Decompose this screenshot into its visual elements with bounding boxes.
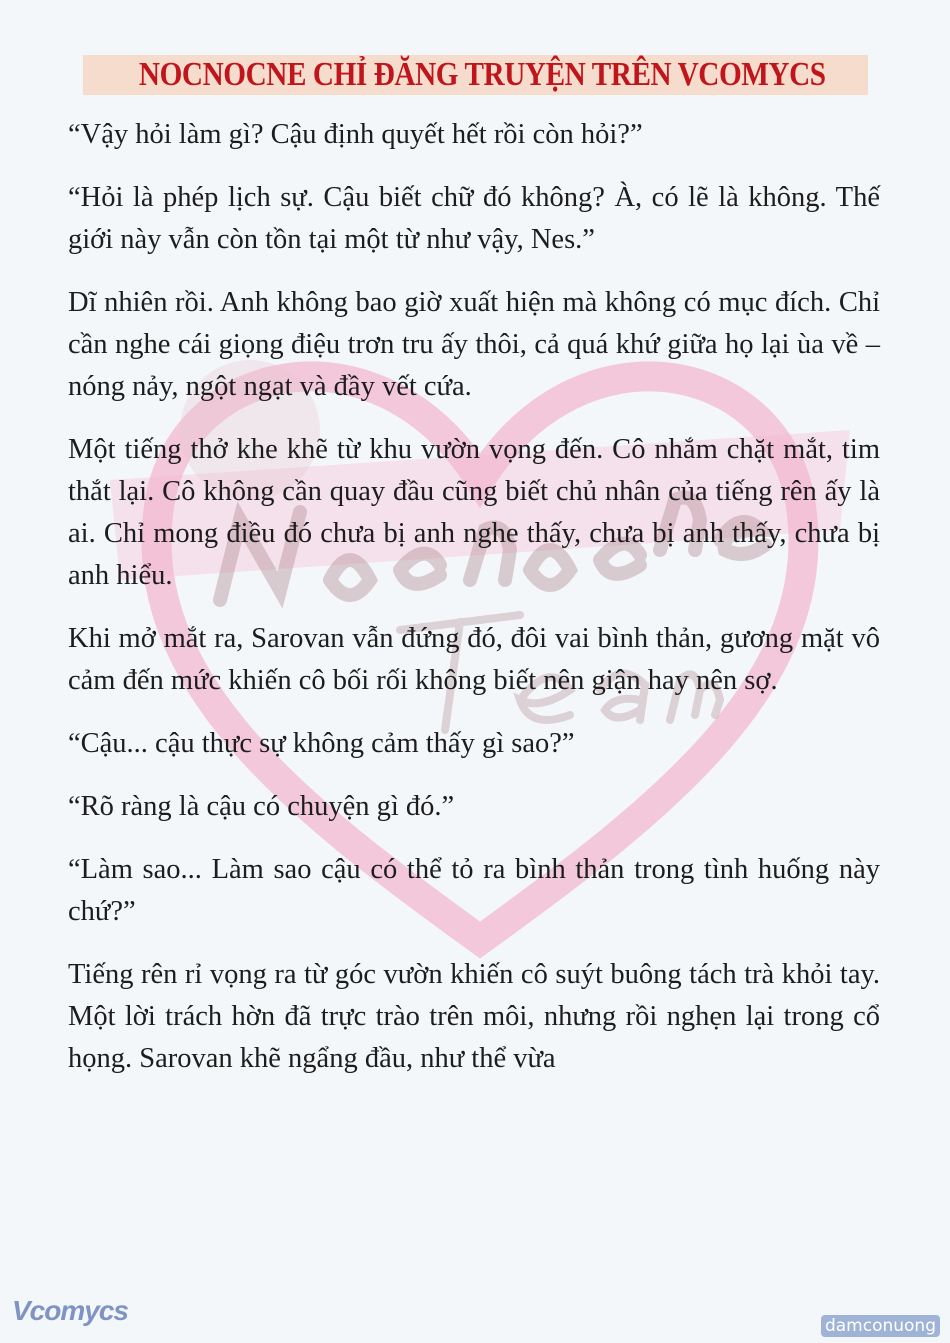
paragraph: Một tiếng thở khe khẽ từ khu vườn vọng đến. Cô nhắm chặt mắt, tim thắt lại. Cô không cần quay đầu cũng biết chủ nhân của tiếng rên ấy là ai. Chỉ mong điều đó chưa bị anh nghe thấy, chưa bị anh thấy, chưa bị anh hiểu. <box>68 434 880 591</box>
banner-title: NOCNOCNE CHỈ ĐĂNG TRUYỆN TRÊN VCOMYCS <box>138 56 826 93</box>
paragraph: Tiếng rên rỉ vọng ra từ góc vườn khiến cô suýt buông tách trà khỏi tay. Một lời trách hờn đã trực trào trên môi, nhưng rồi nghẹn lại trong cổ họng. Sarovan khẽ ngẩng đầu, như thể vừa <box>68 959 880 1074</box>
paragraph: Dĩ nhiên rồi. Anh không bao giờ xuất hiện mà không có mục đích. Chỉ cần nghe cái giọng điệu trơn tru ấy thôi, cả quá khứ giữa họ lại ùa về – nóng nảy, ngột ngạt và đầy vết cứa. <box>68 287 880 402</box>
paragraph: “Rõ ràng là cậu có chuyện gì đó.” <box>68 791 455 822</box>
story-text <box>68 114 880 1101</box>
credit-badge: damconuong <box>821 1315 940 1337</box>
paragraph: “Cậu... cậu thực sự không cảm thấy gì sao?” <box>68 728 575 759</box>
vcomycs-logo: Vcomycs <box>12 1295 128 1326</box>
paragraph: “Làm sao... Làm sao cậu có thể tỏ ra bình thản trong tình huống này chứ?” <box>68 854 880 927</box>
paragraph: “Vậy hỏi làm gì? Cậu định quyết hết rồi còn hỏi?” <box>68 119 643 150</box>
page-banner <box>83 55 868 95</box>
paragraph: “Hỏi là phép lịch sự. Cậu biết chữ đó không? À, có lẽ là không. Thế giới này vẫn còn tồn tại một từ như vậy, Nes.” <box>68 182 880 255</box>
paragraph: Khi mở mắt ra, Sarovan vẫn đứng đó, đôi vai bình thản, gương mặt vô cảm đến mức khiến cô bối rối không biết nên giận hay nên sợ. <box>68 623 880 696</box>
